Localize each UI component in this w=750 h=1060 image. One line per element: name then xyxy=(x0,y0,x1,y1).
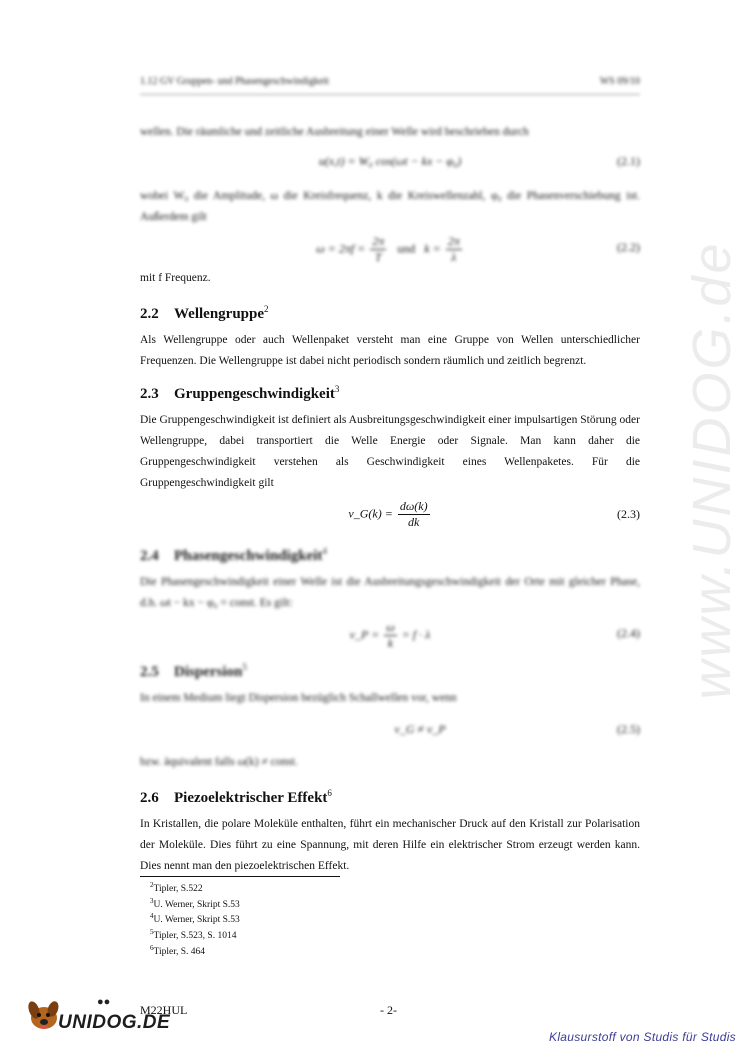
fraction-denominator: k xyxy=(387,636,394,650)
fraction-numerator: 2π xyxy=(372,234,385,248)
wellengruppe-paragraph: Als Wellengruppe oder auch Wellenpaket versteht man eine Gruppe von Wellen unterschiedlicher Frequenzen. Die Wellengruppe ist dabei nicht periodisch sondern räumlich und zeitlich begrenzt. xyxy=(140,334,640,367)
piezo-paragraph: In Kristallen, die polare Moleküle enthalten, führt ein mechanischer Druck auf den Kristall zur Polarisation der Moleküle. Dies führt zu eine Spannung, mit deren Hilfe ein elektrischer Strom erzeugt werden kann. Dies nennt man den piezoelektrischen Effekt. xyxy=(140,818,640,872)
footnote-text: U. Werner, Skript S.53 xyxy=(153,915,240,926)
header-title: 1.12 GV Gruppen- und Phasengeschwindigkeit xyxy=(140,76,329,87)
footnote-text: U. Werner, Skript S.53 xyxy=(153,899,240,910)
footnote-text: Tipler, S.523, S. 1014 xyxy=(153,931,237,942)
equation-formula xyxy=(140,620,640,651)
section-heading-wellengruppe xyxy=(140,304,269,323)
equation-number: (2.3) xyxy=(617,507,640,521)
section-number: 2.4 xyxy=(140,548,159,564)
equation-number: (2.4) xyxy=(617,626,640,640)
footnote-text: Tipler, S.522 xyxy=(153,884,203,895)
fraction xyxy=(446,234,462,265)
section-number: 2.6 xyxy=(140,790,159,806)
eq-part: v_G(k) = xyxy=(348,506,393,521)
variables-paragraph: wobei W₀ die Amplitude, ω die Kreisfrequenz, k die Kreiswellenzahl, φ₀ die Phasenverschiebung ist. Außerdem gilt xyxy=(140,190,640,223)
fraction-numerator: ω xyxy=(386,620,395,634)
equation-formula: u(x,t) = W₀ cos(ωt − kx − φ₀) xyxy=(318,154,462,168)
slogan: Klausurstoff von Studis für Studis xyxy=(549,1030,736,1044)
site-watermark: www.UNIDOG.de xyxy=(682,240,742,700)
footnote-mark: 5 xyxy=(242,662,247,672)
section-title: Gruppengeschwindigkeit xyxy=(174,386,335,402)
footnote-mark: 5 xyxy=(150,927,154,936)
fraction-numerator: dω(k) xyxy=(399,499,428,513)
author-code: M22HUL xyxy=(140,1003,188,1017)
fraction-denominator: dk xyxy=(408,515,420,529)
equation-2-4 xyxy=(140,618,640,648)
footnote xyxy=(150,927,240,943)
equation-number: (2.2) xyxy=(617,240,640,254)
intro-paragraph: wellen. Die räumliche und zeitliche Ausbreitung einer Welle wird beschrieben durch xyxy=(140,126,529,138)
fraction xyxy=(370,234,386,265)
footnote-mark: 2 xyxy=(150,881,154,889)
page-number: - 2- xyxy=(380,1003,397,1017)
section-number: 2.3 xyxy=(140,386,159,402)
equation-2-2 xyxy=(140,232,640,264)
equation-2-5 xyxy=(140,720,640,744)
equation-2-1 xyxy=(140,152,640,176)
phasengeschwindigkeit-paragraph: Die Phasengeschwindigkeit einer Welle ist die Ausbreitungsgeschwindigkeit der Orte mit gleicher Phase, d.h. ωt − kx − φ₀ = const. Es gilt: xyxy=(140,576,640,609)
equation-2-3 xyxy=(140,497,640,531)
section-title: Piezoelektrischer Effekt xyxy=(174,790,328,806)
section-title: Phasengeschwindigkeit xyxy=(174,548,323,564)
section-heading-gruppengeschwindigkeit xyxy=(140,384,339,403)
header-semester: WS 09/10 xyxy=(599,76,640,87)
footnote xyxy=(150,911,240,927)
footnote-mark: 2 xyxy=(264,304,269,314)
dispersion-condition: bzw. äquivalent falls ω(k) ≠ const. xyxy=(140,756,298,768)
footnote-mark: 3 xyxy=(150,896,154,905)
frequency-note: mit f Frequenz. xyxy=(140,272,211,284)
eq-part: = f · λ xyxy=(401,627,431,642)
section-heading-piezoelektrischer-effekt xyxy=(140,788,332,807)
section-number: 2.2 xyxy=(140,306,159,322)
footnote xyxy=(150,943,240,959)
fraction xyxy=(384,620,396,651)
fraction-denominator: T xyxy=(374,250,382,264)
eq-part: k = xyxy=(424,241,441,256)
dispersion-paragraph: In einem Medium liegt Dispersion bezüglich Schallwellen vor, wenn xyxy=(140,692,457,704)
footnote-text: Tipler, S. 464 xyxy=(153,946,206,957)
footnote-mark: 4 xyxy=(322,546,327,556)
footnote-mark: 4 xyxy=(150,912,154,921)
footnote-mark: 6 xyxy=(327,788,332,798)
equation-number: (2.5) xyxy=(617,722,640,736)
equation-formula xyxy=(140,234,640,265)
eq-part: v_P = xyxy=(349,627,380,642)
section-title: Dispersion xyxy=(174,664,243,680)
eq-part: und xyxy=(397,241,416,256)
equation-formula: v_G ≠ v_P xyxy=(394,722,446,736)
footnote xyxy=(150,896,240,912)
equation-formula xyxy=(140,499,640,530)
footnote xyxy=(150,880,240,896)
fraction xyxy=(398,499,430,530)
section-title: Wellengruppe xyxy=(174,306,265,322)
eq-part: ω = 2πf = xyxy=(316,241,366,256)
section-heading-phasengeschwindigkeit xyxy=(140,546,327,565)
fraction-denominator: λ xyxy=(451,250,457,264)
logo-text: UNIDOG.DE xyxy=(58,1012,171,1033)
running-header xyxy=(140,76,640,95)
equation-number: (2.1) xyxy=(617,154,640,168)
gruppengeschwindigkeit-paragraph: Die Gruppengeschwindigkeit ist definiert als Ausbreitungsgeschwindigkeit einer impulsartigen Störung oder Wellengruppe, dabei transportiert die Welle Energie oder Signale. Man kann daher die Gruppengeschwindigkeit verstehen als Geschwindigkeit eines Wellenpaketes. Für die Gruppengeschwindigkeit gilt xyxy=(140,414,640,489)
footnotes xyxy=(150,880,240,958)
footnote-mark: 6 xyxy=(150,943,154,952)
paw-icon: ●● xyxy=(97,996,111,1008)
footnote-mark: 3 xyxy=(334,384,340,394)
section-number: 2.5 xyxy=(140,664,159,680)
footnote-separator xyxy=(140,876,340,877)
fraction-numerator: 2π xyxy=(447,234,460,248)
section-heading-dispersion xyxy=(140,662,247,681)
